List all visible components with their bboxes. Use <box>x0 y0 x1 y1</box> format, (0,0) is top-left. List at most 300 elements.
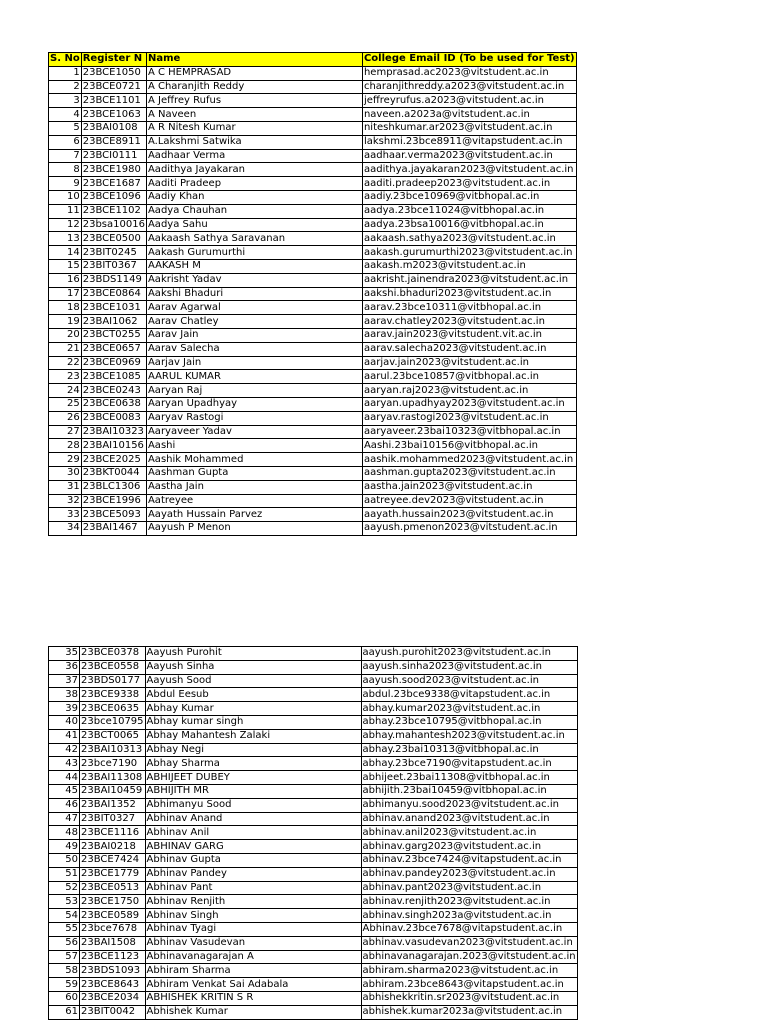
cell-name[interactable]: Aayush Sood <box>145 674 361 688</box>
cell-register-no[interactable]: 23BCE0500 <box>81 232 146 246</box>
cell-register-no[interactable]: 23BAI1062 <box>81 315 146 329</box>
cell-name[interactable]: Aaryav Rastogi <box>146 411 362 425</box>
cell-email[interactable]: jeffreyrufus.a2023@vitstudent.ac.in <box>362 94 576 108</box>
table-row <box>49 909 578 923</box>
cell-sno[interactable]: 58 <box>49 964 80 978</box>
cell-register-no[interactable]: 23BCE1031 <box>81 301 146 315</box>
cell-name[interactable]: Abhiram Sharma <box>145 964 361 978</box>
cell-name[interactable]: Aarav Jain <box>146 328 362 342</box>
cell-name[interactable]: Abhinav Pant <box>145 881 361 895</box>
cell-email[interactable]: aarav.23bce10311@vitbhopal.ac.in <box>362 301 576 315</box>
cell-register-no[interactable]: 23BCE1096 <box>81 190 146 204</box>
cell-register-no[interactable]: 23BCE1050 <box>81 66 146 80</box>
cell-register-no[interactable]: 23BAI10323 <box>81 425 146 439</box>
cell-register-no[interactable]: 23BAI0218 <box>80 840 146 854</box>
cell-sno[interactable]: 52 <box>49 881 80 895</box>
cell-email[interactable]: abhay.mahantesh2023@vitstudent.ac.in <box>361 729 577 743</box>
cell-email[interactable]: abhiram.23bce8643@vitapstudent.ac.in <box>361 978 577 992</box>
cell-email[interactable]: aayush.pmenon2023@vitstudent.ac.in <box>362 522 576 536</box>
table-row <box>49 66 577 80</box>
cell-sno[interactable]: 39 <box>49 702 80 716</box>
cell-sno[interactable]: 54 <box>49 909 80 923</box>
cell-email[interactable]: abhinav.pant2023@vitstudent.ac.in <box>361 881 577 895</box>
table-row <box>49 522 577 536</box>
cell-email[interactable]: aakash.m2023@vitstudent.ac.in <box>362 259 576 273</box>
cell-sno[interactable]: 18 <box>49 301 82 315</box>
cell-register-no[interactable]: 23BCE5093 <box>81 508 146 522</box>
cell-name[interactable]: Abhinav Anil <box>145 826 361 840</box>
cell-sno[interactable]: 30 <box>49 466 82 480</box>
table-row <box>49 425 577 439</box>
table-row <box>49 688 578 702</box>
cell-name[interactable]: Aakrisht Yadav <box>146 273 362 287</box>
cell-name[interactable]: Abhinav Pandey <box>145 867 361 881</box>
cell-register-no[interactable]: 23BAI0108 <box>81 121 146 135</box>
cell-register-no[interactable]: 23BAI1352 <box>80 798 146 812</box>
cell-email[interactable]: abhinav.vasudevan2023@vitstudent.ac.in <box>361 936 577 950</box>
cell-name[interactable]: Aayath Hussain Parvez <box>146 508 362 522</box>
cell-name[interactable]: AARUL KUMAR <box>146 370 362 384</box>
cell-sno[interactable]: 1 <box>49 66 82 80</box>
cell-sno[interactable]: 38 <box>49 688 80 702</box>
cell-register-no[interactable]: 23BKT0044 <box>81 466 146 480</box>
cell-email[interactable]: aadiy.23bce10969@vitbhopal.ac.in <box>362 190 576 204</box>
table-row <box>49 218 577 232</box>
cell-sno[interactable]: 15 <box>49 259 82 273</box>
cell-sno[interactable]: 26 <box>49 411 82 425</box>
cell-sno[interactable]: 4 <box>49 108 82 122</box>
cell-email[interactable]: aayush.sinha2023@vitstudent.ac.in <box>361 660 577 674</box>
cell-sno[interactable]: 12 <box>49 218 82 232</box>
cell-register-no[interactable]: 23BAI10313 <box>80 743 146 757</box>
cell-email[interactable]: abhinav.anand2023@vitstudent.ac.in <box>361 812 577 826</box>
table-row <box>49 674 578 688</box>
cell-register-no[interactable]: 23BDS1093 <box>80 964 146 978</box>
cell-email[interactable]: naveen.a2023a@vitstudent.ac.in <box>362 108 576 122</box>
cell-sno[interactable]: 37 <box>49 674 80 688</box>
cell-sno[interactable]: 55 <box>49 922 80 936</box>
cell-sno[interactable]: 43 <box>49 757 80 771</box>
cell-sno[interactable]: 27 <box>49 425 82 439</box>
cell-register-no[interactable]: 23BCE0638 <box>81 397 146 411</box>
table-row <box>49 204 577 218</box>
cell-sno[interactable]: 53 <box>49 895 80 909</box>
cell-email[interactable]: abhinav.anil2023@vitstudent.ac.in <box>361 826 577 840</box>
cell-register-no[interactable]: 23BIT0327 <box>80 812 146 826</box>
cell-sno[interactable]: 46 <box>49 798 80 812</box>
cell-sno[interactable]: 50 <box>49 853 80 867</box>
cell-register-no[interactable]: 23BCT0065 <box>80 729 146 743</box>
cell-register-no[interactable]: 23BCE1085 <box>81 370 146 384</box>
cell-sno[interactable]: 24 <box>49 384 82 398</box>
cell-name[interactable]: Aadiy Khan <box>146 190 362 204</box>
cell-name[interactable]: Aayush P Menon <box>146 522 362 536</box>
cell-email[interactable]: abhinav.pandey2023@vitstudent.ac.in <box>361 867 577 881</box>
cell-name[interactable]: Abdul Eesub <box>145 688 361 702</box>
cell-name[interactable]: Abhay Kumar <box>145 702 361 716</box>
cell-sno[interactable]: 17 <box>49 287 82 301</box>
table-row <box>49 315 577 329</box>
cell-sno[interactable]: 23 <box>49 370 82 384</box>
cell-register-no[interactable]: 23BAI10156 <box>81 439 146 453</box>
cell-email[interactable]: abhijith.23bai10459@vitbhopal.ac.in <box>361 784 577 798</box>
cell-sno[interactable]: 21 <box>49 342 82 356</box>
table-row <box>49 411 577 425</box>
cell-name[interactable]: Abhishek Kumar <box>145 1005 361 1019</box>
cell-sno[interactable]: 41 <box>49 729 80 743</box>
table-row <box>49 853 578 867</box>
cell-email[interactable]: abhinav.garg2023@vitstudent.ac.in <box>361 840 577 854</box>
cell-email[interactable]: abhishek.kumar2023a@vitstudent.ac.in <box>361 1005 577 1019</box>
cell-name[interactable]: Abhinav Tyagi <box>145 922 361 936</box>
cell-register-no[interactable]: 23BCT0255 <box>81 328 146 342</box>
cell-sno[interactable]: 45 <box>49 784 80 798</box>
cell-name[interactable]: Abhinav Vasudevan <box>145 936 361 950</box>
cell-sno[interactable]: 16 <box>49 273 82 287</box>
cell-name[interactable]: Abhimanyu Sood <box>145 798 361 812</box>
cell-name[interactable]: Aashik Mohammed <box>146 453 362 467</box>
cell-name[interactable]: Aayush Purohit <box>145 647 361 661</box>
cell-sno[interactable]: 36 <box>49 660 80 674</box>
table-row <box>49 743 578 757</box>
cell-register-no[interactable]: 23BCE0589 <box>80 909 146 923</box>
cell-register-no[interactable]: 23BCE8911 <box>81 135 146 149</box>
cell-sno[interactable]: 3 <box>49 94 82 108</box>
cell-sno[interactable]: 20 <box>49 328 82 342</box>
cell-register-no[interactable]: 23bce10795 <box>81 716 144 728</box>
table-row <box>49 826 578 840</box>
cell-sno[interactable]: 40 <box>49 715 80 729</box>
cell-register-no[interactable]: 23BCE1063 <box>81 108 146 122</box>
cell-name[interactable]: Aarav Chatley <box>146 315 362 329</box>
table-row <box>49 190 577 204</box>
cell-name[interactable]: Aastha Jain <box>146 480 362 494</box>
table-row <box>49 757 578 771</box>
table-row <box>49 867 578 881</box>
cell-email[interactable]: aayath.hussain2023@vitstudent.ac.in <box>362 508 576 522</box>
cell-email[interactable]: abhay.23bai10313@vitbhopal.ac.in <box>361 743 577 757</box>
cell-email[interactable]: charanjithreddy.a2023@vitstudent.ac.in <box>362 80 576 94</box>
cell-email[interactable]: hemprasad.ac2023@vitstudent.ac.in <box>362 66 576 80</box>
table-row <box>49 108 577 122</box>
cell-name[interactable]: Aashi <box>146 439 362 453</box>
cell-register-no[interactable]: 23BCE1687 <box>81 177 146 191</box>
cell-register-no[interactable]: 23BCE1980 <box>81 163 146 177</box>
cell-email[interactable]: aadya.23bce11024@vitbhopal.ac.in <box>362 204 576 218</box>
cell-name[interactable]: Abhay kumar singh <box>145 715 361 729</box>
table-row <box>49 508 577 522</box>
cell-email[interactable]: abhimanyu.sood2023@vitstudent.ac.in <box>361 798 577 812</box>
cell-sno[interactable]: 48 <box>49 826 80 840</box>
cell-name[interactable]: Aakshi Bhaduri <box>146 287 362 301</box>
table-row <box>49 991 578 1005</box>
cell-sno[interactable]: 60 <box>49 991 80 1005</box>
table-row <box>49 950 578 964</box>
header-name[interactable]: Name <box>146 53 362 67</box>
cell-sno[interactable]: 34 <box>49 522 82 536</box>
header-email[interactable]: College Email ID (To be used for Test) <box>363 53 575 65</box>
cell-register-no[interactable]: 23BAI11308 <box>80 771 146 785</box>
cell-name[interactable]: Aayush Sinha <box>145 660 361 674</box>
cell-name[interactable]: Aarav Salecha <box>146 342 362 356</box>
cell-email[interactable]: aaryaveer.23bai10323@vitbhopal.ac.in <box>362 425 576 439</box>
cell-register-no[interactable]: 23BCE9338 <box>80 688 146 702</box>
cell-name[interactable]: Abhinav Singh <box>145 909 361 923</box>
cell-sno[interactable]: 33 <box>49 508 82 522</box>
cell-name[interactable]: Aadya Sahu <box>146 218 362 232</box>
table-row <box>49 163 577 177</box>
cell-sno[interactable]: 25 <box>49 397 82 411</box>
cell-sno[interactable]: 11 <box>49 204 82 218</box>
header-register-no[interactable]: Register N <box>81 53 146 67</box>
cell-email[interactable]: abhay.23bce7190@vitapstudent.ac.in <box>361 757 577 771</box>
table-row <box>49 936 578 950</box>
cell-email[interactable]: lakshmi.23bce8911@vitapstudent.ac.in <box>362 135 576 149</box>
cell-name[interactable]: Aakaash Sathya Saravanan <box>146 232 362 246</box>
cell-email[interactable]: aarjav.jain2023@vitstudent.ac.in <box>362 356 576 370</box>
cell-name[interactable]: Aarjav Jain <box>146 356 362 370</box>
cell-email[interactable]: aarul.23bce10857@vitbhopal.ac.in <box>362 370 576 384</box>
cell-name[interactable]: A R Nitesh Kumar <box>146 121 362 135</box>
cell-register-no[interactable]: 23BCE8643 <box>80 978 146 992</box>
cell-sno[interactable]: 7 <box>49 149 82 163</box>
table-row <box>49 784 578 798</box>
cell-sno[interactable]: 47 <box>49 812 80 826</box>
cell-register-no[interactable]: 23BAI1508 <box>80 936 146 950</box>
cell-name[interactable]: Abhinav Renjith <box>145 895 361 909</box>
cell-name[interactable]: A C HEMPRASAD <box>146 66 362 80</box>
cell-name[interactable]: Aatreyee <box>146 494 362 508</box>
cell-name[interactable]: Aashman Gupta <box>146 466 362 480</box>
cell-register-no[interactable]: 23BCE0378 <box>80 647 146 661</box>
cell-email[interactable]: aaryan.upadhyay2023@vitstudent.ac.in <box>362 397 576 411</box>
cell-name[interactable]: Aarav Agarwal <box>146 301 362 315</box>
cell-sno[interactable]: 44 <box>49 771 80 785</box>
cell-register-no[interactable]: 23BDS0177 <box>80 674 146 688</box>
table-row <box>49 149 577 163</box>
cell-email[interactable]: Aashi.23bai10156@vitbhopal.ac.in <box>362 439 576 453</box>
cell-name[interactable]: Aadya Chauhan <box>146 204 362 218</box>
cell-register-no[interactable]: 23BCI0111 <box>81 149 146 163</box>
cell-sno[interactable]: 42 <box>49 743 80 757</box>
cell-name[interactable]: Abhinav Gupta <box>145 853 361 867</box>
table-row <box>49 715 578 729</box>
cell-register-no[interactable]: 23BLC1306 <box>81 480 146 494</box>
table-row <box>49 978 578 992</box>
cell-register-no[interactable]: 23BCE2034 <box>80 991 146 1005</box>
cell-register-no[interactable]: 23BCE0864 <box>81 287 146 301</box>
cell-register-no[interactable]: 23BCE1116 <box>80 826 146 840</box>
header-sno[interactable]: S. No <box>50 53 80 65</box>
cell-name[interactable]: Aakash Gurumurthi <box>146 246 362 260</box>
cell-email[interactable]: abhijeet.23bai11308@vitbhopal.ac.in <box>361 771 577 785</box>
cell-register-no[interactable]: 23BCE0721 <box>81 80 146 94</box>
cell-register-no[interactable]: 23BIT0042 <box>80 1005 146 1019</box>
cell-sno[interactable]: 14 <box>49 246 82 260</box>
cell-register-no[interactable]: 23BCE1123 <box>80 950 146 964</box>
cell-email[interactable]: aastha.jain2023@vitstudent.ac.in <box>362 480 576 494</box>
student-table-top <box>48 52 577 536</box>
cell-email[interactable]: aadithya.jayakaran2023@vitstudent.ac.in <box>362 163 576 177</box>
table-row <box>49 135 577 149</box>
table-row <box>49 80 577 94</box>
cell-sno[interactable]: 61 <box>49 1005 80 1019</box>
cell-email[interactable]: abhinavanagarajan.2023@vitstudent.ac.in <box>362 950 576 962</box>
table-row <box>49 812 578 826</box>
cell-register-no[interactable]: 23BCE1779 <box>80 867 146 881</box>
table-row <box>49 1005 578 1019</box>
cell-sno[interactable]: 29 <box>49 453 82 467</box>
cell-email[interactable]: abhay.kumar2023@vitstudent.ac.in <box>361 702 577 716</box>
table-row <box>49 798 578 812</box>
cell-sno[interactable]: 6 <box>49 135 82 149</box>
cell-register-no[interactable]: 23BCE0243 <box>81 384 146 398</box>
cell-name[interactable]: ABHISHEK KRITIN S R <box>145 991 361 1005</box>
cell-sno[interactable]: 5 <box>49 121 82 135</box>
cell-name[interactable]: Aaryaveer Yadav <box>146 425 362 439</box>
cell-register-no[interactable]: 23BCE0969 <box>81 356 146 370</box>
cell-name[interactable]: ABHIJEET DUBEY <box>145 771 361 785</box>
table-row <box>49 287 577 301</box>
cell-name[interactable]: Aaryan Raj <box>146 384 362 398</box>
cell-register-no[interactable]: 23BCE1102 <box>81 204 146 218</box>
cell-sno[interactable]: 8 <box>49 163 82 177</box>
cell-register-no[interactable]: 23BCE0083 <box>81 411 146 425</box>
cell-sno[interactable]: 56 <box>49 936 80 950</box>
cell-register-no[interactable]: 23BCE7424 <box>80 853 146 867</box>
cell-sno[interactable]: 31 <box>49 480 82 494</box>
table-row <box>49 466 577 480</box>
cell-email[interactable]: abhiram.sharma2023@vitstudent.ac.in <box>361 964 577 978</box>
table-row <box>49 881 578 895</box>
table-row <box>49 660 578 674</box>
table-row <box>49 94 577 108</box>
cell-name[interactable]: Aaryan Upadhyay <box>146 397 362 411</box>
cell-register-no[interactable]: 23BCE1750 <box>80 895 146 909</box>
table-row <box>49 771 578 785</box>
cell-email[interactable]: abhinav.23bce7424@vitapstudent.ac.in <box>361 853 577 867</box>
cell-name[interactable]: AAKASH M <box>146 259 362 273</box>
cell-sno[interactable]: 51 <box>49 867 80 881</box>
cell-name[interactable]: Aadhaar Verma <box>146 149 362 163</box>
cell-register-no[interactable]: 23BDS1149 <box>81 273 146 287</box>
cell-register-no[interactable]: 23BCE0635 <box>80 702 146 716</box>
cell-email[interactable]: aakshi.bhaduri2023@vitstudent.ac.in <box>362 287 576 301</box>
cell-register-no[interactable]: 23BCE0558 <box>80 660 146 674</box>
cell-sno[interactable]: 22 <box>49 356 82 370</box>
cell-email[interactable]: abdul.23bce9338@vitapstudent.ac.in <box>361 688 577 702</box>
cell-sno[interactable]: 10 <box>49 190 82 204</box>
table-row <box>49 480 577 494</box>
cell-register-no[interactable]: 23BIT0245 <box>81 246 146 260</box>
cell-register-no[interactable]: 23BCE1101 <box>81 94 146 108</box>
cell-name[interactable]: Abhinavanagarajan A <box>145 950 361 964</box>
cell-register-no[interactable]: 23BCE2025 <box>81 453 146 467</box>
cell-register-no[interactable]: 23bsa10016 <box>82 218 145 230</box>
cell-register-no[interactable]: 23bce7678 <box>80 922 146 936</box>
cell-sno[interactable]: 2 <box>49 80 82 94</box>
cell-email[interactable]: aashik.mohammed2023@vitstudent.ac.in <box>362 453 576 467</box>
cell-name[interactable]: Abhiram Venkat Sai Adabala <box>145 978 361 992</box>
cell-email[interactable]: aashman.gupta2023@vitstudent.ac.in <box>362 466 576 480</box>
cell-email[interactable]: aaryan.raj2023@vitstudent.ac.in <box>362 384 576 398</box>
cell-email[interactable]: aarav.jain2023@vitstudent.vit.ac.in <box>362 328 576 342</box>
table-row <box>49 702 578 716</box>
header-row <box>49 53 577 67</box>
table-row <box>49 301 577 315</box>
table-row <box>49 895 578 909</box>
cell-name[interactable]: Abhinav Anand <box>145 812 361 826</box>
cell-register-no[interactable]: 23BCE0657 <box>81 342 146 356</box>
cell-email[interactable]: aayush.sood2023@vitstudent.ac.in <box>361 674 577 688</box>
cell-name[interactable]: Abhay Mahantesh Zalaki <box>145 729 361 743</box>
cell-email[interactable]: aaryav.rastogi2023@vitstudent.ac.in <box>362 411 576 425</box>
cell-register-no[interactable]: 23BCE0513 <box>80 881 146 895</box>
cell-email[interactable]: aarav.chatley2023@vitstudent.ac.in <box>362 315 576 329</box>
cell-email[interactable]: niteshkumar.ar2023@vitstudent.ac.in <box>362 121 576 135</box>
cell-register-no[interactable]: 23bce7190 <box>80 757 146 771</box>
cell-sno[interactable]: 57 <box>49 950 80 964</box>
cell-email[interactable]: aadhaar.verma2023@vitstudent.ac.in <box>362 149 576 163</box>
table-row <box>49 259 577 273</box>
cell-register-no[interactable]: 23BCE1996 <box>81 494 146 508</box>
cell-email[interactable]: abhinav.singh2023a@vitstudent.ac.in <box>361 909 577 923</box>
cell-sno[interactable]: 13 <box>49 232 82 246</box>
table-row <box>49 453 577 467</box>
cell-name[interactable]: A Charanjith Reddy <box>146 80 362 94</box>
cell-name[interactable]: Abhay Negi <box>145 743 361 757</box>
cell-sno[interactable]: 49 <box>49 840 80 854</box>
cell-email[interactable]: aakash.gurumurthi2023@vitstudent.ac.in <box>362 246 576 260</box>
cell-email[interactable]: aakaash.sathya2023@vitstudent.ac.in <box>362 232 576 246</box>
cell-name[interactable]: Abhay Sharma <box>145 757 361 771</box>
cell-name[interactable]: Aadithya Jayakaran <box>146 163 362 177</box>
cell-sno[interactable]: 19 <box>49 315 82 329</box>
cell-name[interactable]: ABHIJITH MR <box>145 784 361 798</box>
cell-register-no[interactable]: 23BAI1467 <box>81 522 146 536</box>
table-row <box>49 647 578 661</box>
cell-sno[interactable]: 59 <box>49 978 80 992</box>
table-row <box>49 232 577 246</box>
cell-email[interactable]: aaditi.pradeep2023@vitstudent.ac.in <box>362 177 576 191</box>
table-row <box>49 273 577 287</box>
cell-register-no[interactable]: 23BAI10459 <box>80 784 146 798</box>
cell-name[interactable]: A Jeffrey Rufus <box>146 94 362 108</box>
cell-email[interactable]: abhay.23bce10795@vitbhopal.ac.in <box>361 715 577 729</box>
table-row <box>49 328 577 342</box>
cell-name[interactable]: A.Lakshmi Satwika <box>146 135 362 149</box>
cell-name[interactable]: Aaditi Pradeep <box>146 177 362 191</box>
cell-email[interactable]: aakrisht.jainendra2023@vitstudent.ac.in <box>362 273 576 287</box>
cell-sno[interactable]: 35 <box>49 647 80 661</box>
cell-sno[interactable]: 9 <box>49 177 82 191</box>
table-row <box>49 494 577 508</box>
cell-email[interactable]: aayush.purohit2023@vitstudent.ac.in <box>361 647 577 661</box>
table-row <box>49 384 577 398</box>
cell-email[interactable]: abhinav.renjith2023@vitstudent.ac.in <box>361 895 577 909</box>
table-row <box>49 356 577 370</box>
cell-email[interactable]: abhishekkritin.sr2023@vitstudent.ac.in <box>361 991 577 1005</box>
cell-sno[interactable]: 28 <box>49 439 82 453</box>
cell-email[interactable]: aadya.23bsa10016@vitbhopal.ac.in <box>362 218 576 232</box>
cell-email[interactable]: aarav.salecha2023@vitstudent.ac.in <box>362 342 576 356</box>
cell-name[interactable]: A Naveen <box>146 108 362 122</box>
cell-email[interactable]: aatreyee.dev2023@vitstudent.ac.in <box>362 494 576 508</box>
cell-name[interactable]: ABHINAV GARG <box>145 840 361 854</box>
cell-email[interactable]: Abhinav.23bce7678@vitapstudent.ac.in <box>361 922 577 936</box>
cell-sno[interactable]: 32 <box>49 494 82 508</box>
cell-register-no[interactable]: 23BIT0367 <box>81 259 146 273</box>
